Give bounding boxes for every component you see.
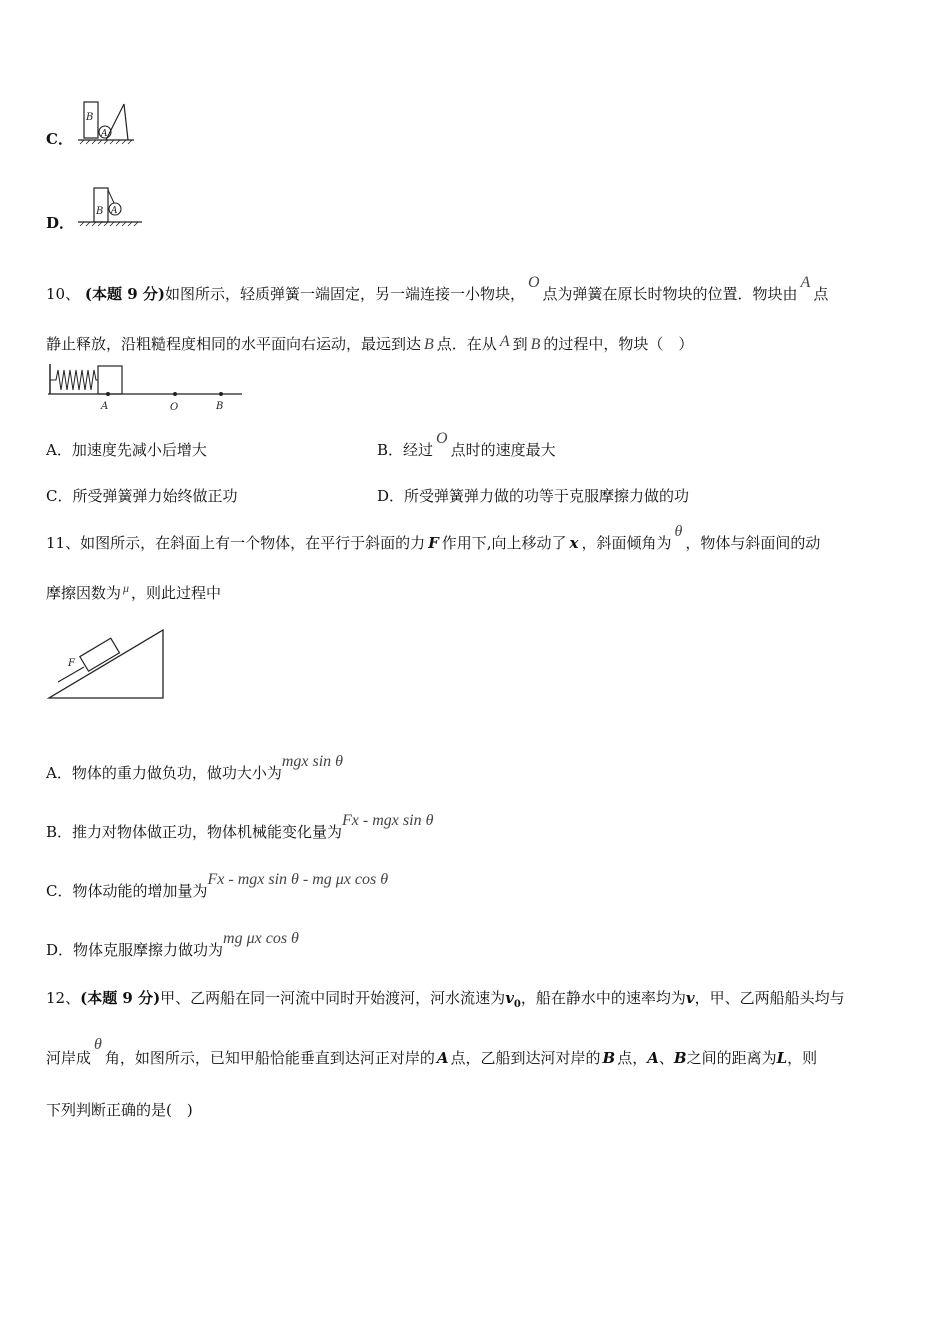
q10-text: 静止释放，沿粗糙程度相同的水平面向右运动，最远到达: [46, 335, 422, 353]
q11-text: 作用下,向上移动了: [441, 534, 567, 552]
option-text: C．物体动能的增加量为: [46, 882, 208, 900]
symbol-b: B: [424, 336, 434, 353]
q11-option-c: [46, 871, 389, 901]
separator: 、: [658, 1049, 674, 1067]
q10-text: 点为弹簧在原长时物块的位置．物块由: [542, 285, 798, 303]
q11-number: 11、: [46, 534, 81, 552]
q11-stem-line2: [46, 582, 221, 603]
fig-label-a: A: [101, 129, 108, 139]
q10-option-b: [377, 430, 556, 460]
symbol-a: A: [647, 1049, 659, 1067]
q12-text: ，甲、乙两船船头均与: [694, 989, 845, 1007]
block: [98, 366, 122, 394]
q9-option-d-figure: [76, 184, 146, 230]
option-text: A．物体的重力做负功，做功大小为: [46, 764, 282, 782]
symbol-a: A: [800, 274, 811, 291]
q10-option-d: D．所受弹簧弹力做的功等于克服摩擦力做的功: [377, 487, 690, 505]
formula: mgx sin θ: [281, 753, 344, 770]
symbol-v: v: [685, 989, 695, 1007]
symbol-o: O: [436, 430, 448, 447]
q11-option-b: [46, 812, 434, 842]
fig-label-b: B: [216, 401, 224, 412]
q10-stem-line1: [46, 274, 829, 304]
wall: [124, 104, 128, 140]
q11-text: ，斜面倾角为: [581, 534, 672, 552]
q12-stem-line3: 下列判断正确的是( ): [46, 1101, 193, 1119]
q12-text: 甲、乙两船在同一河流中同时开始渡河，河水流速为: [160, 989, 506, 1007]
symbol-b: B: [673, 1049, 687, 1067]
fig-label-b: B: [96, 206, 104, 217]
q10-text: 点．在从: [436, 335, 497, 353]
option-text: B．推力对物体做正功，物体机械能变化量为: [46, 823, 343, 841]
q12-text: 河岸成: [46, 1049, 92, 1067]
option-text: B．经过: [377, 441, 434, 459]
symbol-x: x: [569, 534, 579, 552]
q11-text: ，则此过程中: [131, 584, 222, 602]
q10-text: 点: [813, 285, 829, 303]
point-b: [219, 392, 223, 396]
q12-text: ，船在静水中的速率均为: [520, 989, 686, 1007]
q9-option-c-label: C．: [46, 130, 73, 148]
symbol-l: L: [776, 1049, 788, 1067]
q12-text: 点，: [617, 1049, 648, 1067]
q12-score-tag: (本题 9 分): [80, 989, 161, 1007]
subscript-0: 0: [513, 999, 521, 1010]
fig-label-o: O: [170, 402, 179, 413]
q10-text: 到: [512, 335, 528, 353]
q9-option-d-label: D．: [46, 214, 75, 232]
ground-hatch: [80, 222, 138, 226]
symbol-v0: v: [505, 989, 514, 1007]
q12-text: 点，乙船到达河对岸的: [450, 1049, 601, 1067]
fig-label-a: A: [111, 206, 118, 216]
q11-text: 如图所示，在斜面上有一个物体，在平行于斜面的力: [80, 534, 426, 552]
symbol-b: B: [602, 1049, 616, 1067]
formula: Fx - mgx sin θ - mg μx cos θ: [207, 871, 389, 888]
q10-option-c: C．所受弹簧弹力始终做正功: [46, 487, 238, 505]
q12-stem-line2: [46, 1036, 818, 1068]
point-o: [173, 392, 177, 396]
q12-stem-line1: [46, 987, 845, 1010]
q11-stem-line1: [46, 523, 821, 553]
block: [80, 638, 120, 671]
q12-number: 12、: [46, 989, 81, 1007]
fig-label-a: A: [101, 401, 109, 412]
symbol-mu: μ: [123, 581, 130, 595]
spring: [50, 370, 98, 390]
q10-option-a: A．加速度先减小后增大: [46, 441, 207, 459]
q10-text: 的过程中，物块（ ）: [543, 335, 694, 353]
symbol-a: A: [436, 1049, 449, 1067]
symbol-o: O: [527, 274, 540, 291]
incline: [49, 630, 163, 698]
q11-option-d: [46, 930, 299, 960]
q11-text: ，物体与斜面间的动: [685, 534, 821, 552]
q10-number: 10、: [46, 285, 81, 303]
q10-score-tag: (本题 9 分): [84, 285, 165, 303]
q10-stem-line2: [46, 333, 693, 354]
string: [108, 190, 114, 203]
symbol-theta: θ: [94, 1036, 102, 1053]
q12-text: 角，如图所示，已知甲船恰能垂直到达河正对岸的: [104, 1049, 435, 1067]
q11-option-a: [46, 753, 344, 783]
formula: mg μx cos θ: [223, 930, 299, 947]
point-a: [106, 392, 110, 396]
q11-text: 摩擦因数为: [46, 584, 122, 602]
symbol-a: A: [499, 333, 510, 350]
q12-text: 之间的距离为: [686, 1049, 777, 1067]
q12-text: ，则: [787, 1049, 818, 1067]
formula: Fx - mgx sin θ: [342, 812, 434, 829]
q10-spring-figure: [46, 362, 246, 414]
symbol-theta: θ: [674, 523, 683, 540]
incline: [106, 104, 124, 140]
option-text: D．物体克服摩擦力做功为: [46, 941, 224, 959]
q10-text: 如图所示，轻质弹簧一端固定，另一端连接一小物块，: [164, 285, 525, 303]
fig-label-f: F: [68, 658, 75, 669]
option-text: 点时的速度最大: [450, 441, 556, 459]
fig-label-b: B: [86, 112, 94, 123]
q11-incline-figure: [46, 626, 168, 704]
symbol-f: F: [428, 534, 439, 552]
symbol-b: B: [530, 336, 541, 353]
ground-hatch: [80, 140, 132, 144]
q9-option-c-figure: [76, 100, 136, 146]
